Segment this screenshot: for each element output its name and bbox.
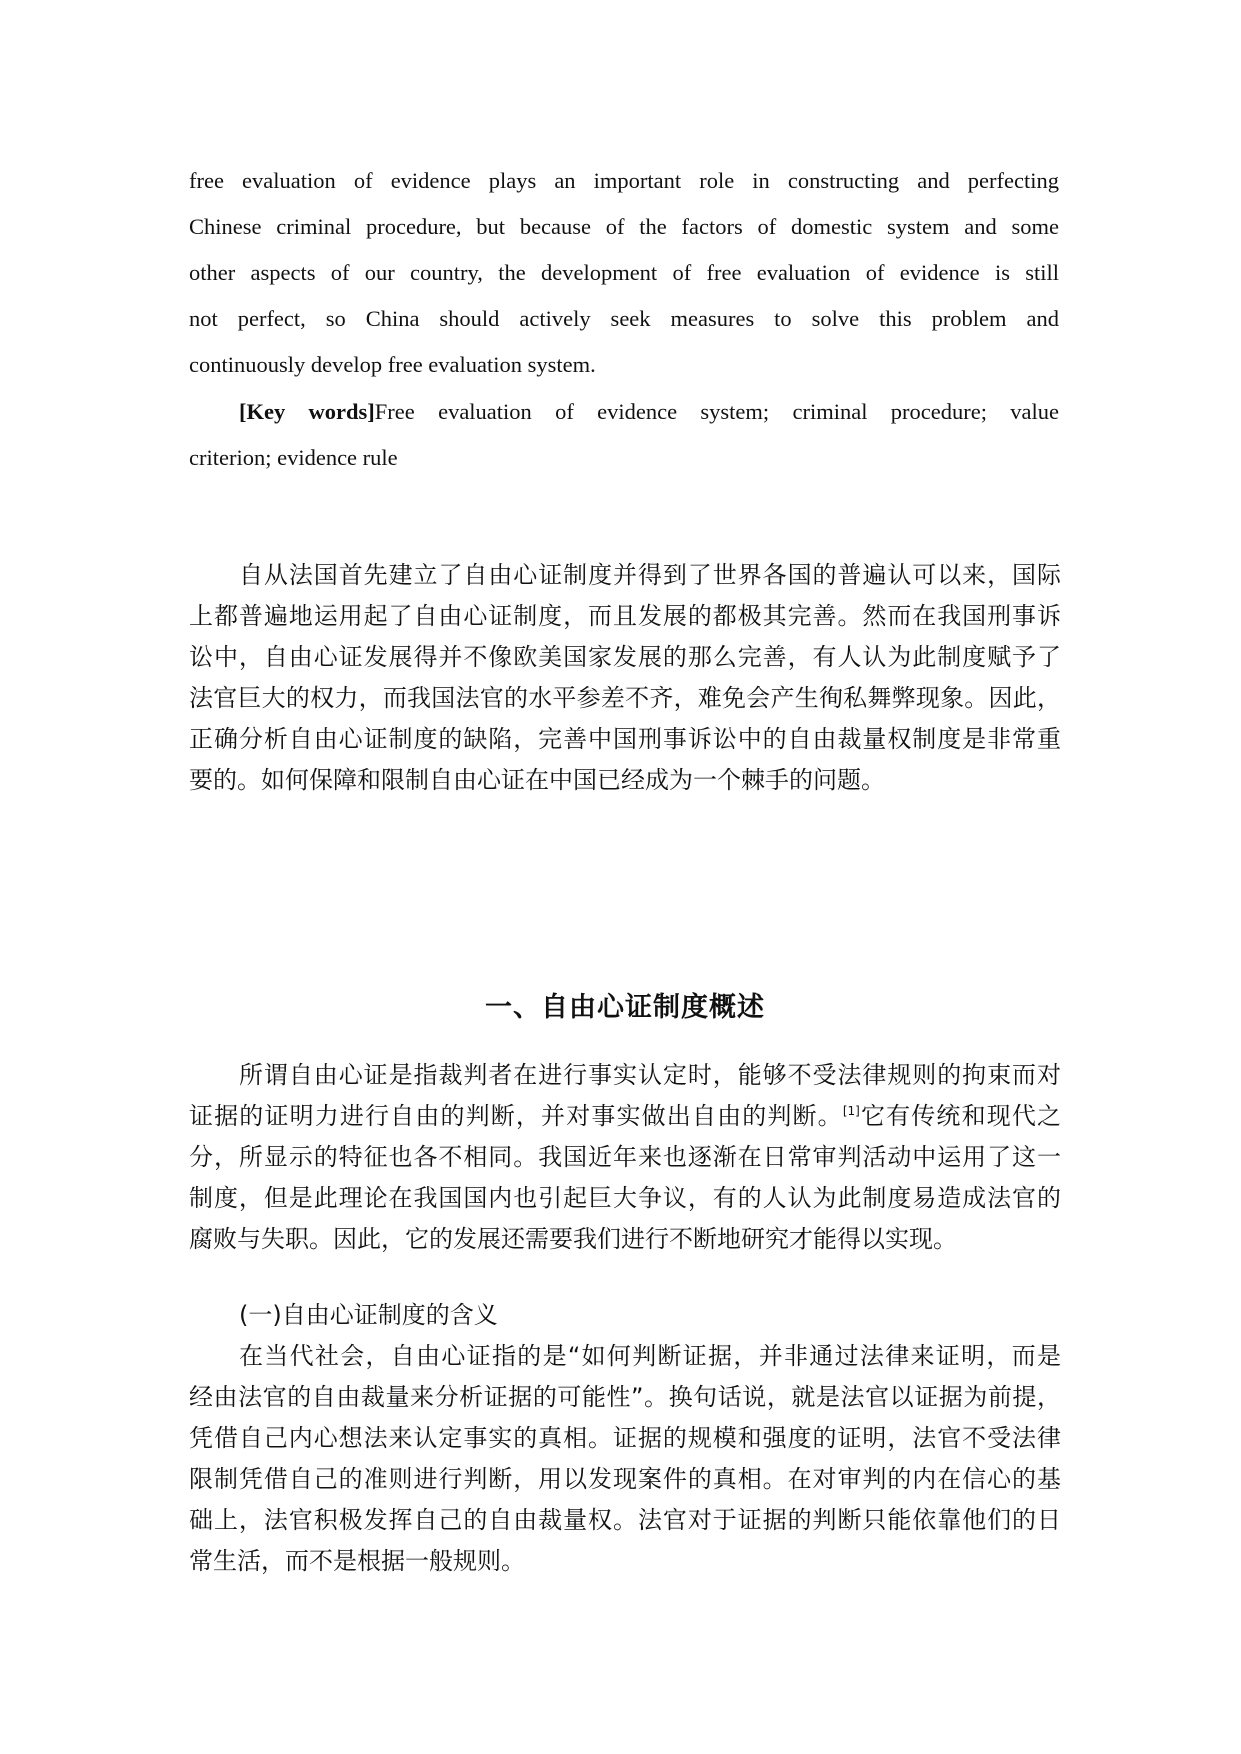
section1-paragraph-2 (189, 1336, 1061, 1582)
abstract-english (189, 158, 1059, 388)
section-heading: 一、自由心证制度概述 (485, 992, 765, 1023)
para1-line-5: 腐败与失职。因此，它的发展还需要我们进行不断地研究才能得以实现。 (189, 1225, 957, 1253)
keywords-label: [Key words] (239, 399, 375, 424)
abstract-line-1: free evaluation of evidence plays an important role in constructing and perfecting (189, 168, 1059, 193)
subsection-heading: (一)自由心证制度的含义 (239, 1301, 498, 1329)
abstract-line-2: Chinese criminal procedure, but because of the factors of domestic system and some (189, 214, 1059, 239)
intro-line-5: 正确分析自由心证制度的缺陷，完善中国刑事诉讼中的自由裁量权制度是非常重 (189, 725, 1061, 753)
para2-line-2: 经由法官的自由裁量来分析证据的可能性”。换句话说，就是法官以证据为前提， (189, 1383, 1061, 1411)
para1-line-2-rest: 它有传统和现代之 (859, 1102, 1062, 1130)
intro-paragraph (189, 555, 1061, 801)
abstract-line-3: other aspects of our country, the development of free evaluation of evidence is still (189, 260, 1059, 285)
keywords-text: Free evaluation of evidence system; criminal procedure; value (374, 399, 1059, 424)
intro-line-3: 讼中，自由心证发展得并不像欧美国家发展的那么完善，有人认为此制度赋予了 (189, 643, 1061, 671)
para2-line-4: 限制凭借自己的准则进行判断，用以发现案件的真相。在对审判的内在信心的基 (189, 1465, 1061, 1493)
intro-line-1: 自从法国首先建立了自由心证制度并得到了世界各国的普遍认可以来，国际 (239, 561, 1061, 589)
abstract-line-5: continuously develop free evaluation system. (189, 352, 596, 377)
para2-line-3: 凭借自己内心想法来认定事实的真相。证据的规模和强度的证明，法官不受法律 (189, 1424, 1061, 1452)
keywords-block (189, 389, 1059, 481)
section1-paragraph-1 (189, 1055, 1061, 1260)
abstract-line-4: not perfect, so China should actively seek measures to solve this problem and (189, 306, 1059, 331)
para2-line-1: 在当代社会，自由心证指的是“如何判断证据，并非通过法律来证明，而是 (239, 1342, 1061, 1370)
para1-line-2-text: 证据的证明力进行自由的判断，并对事实做出自由的判断。 (189, 1102, 843, 1130)
keywords-line-1 (189, 389, 1059, 435)
para1-line-4: 制度，但是此理论在我国国内也引起巨大争议，有的人认为此制度易造成法官的 (189, 1184, 1061, 1212)
intro-line-6: 要的。如何保障和限制自由心证在中国已经成为一个棘手的问题。 (189, 766, 885, 794)
para2-line-5: 础上，法官积极发挥自己的自由裁量权。法官对于证据的判断只能依靠他们的日 (189, 1506, 1061, 1534)
para1-line-3: 分，所显示的特征也各不相同。我国近年来也逐渐在日常审判活动中运用了这一 (189, 1143, 1061, 1171)
para1-line-2 (189, 1096, 1061, 1137)
intro-line-4: 法官巨大的权力，而我国法官的水平参差不齐，难免会产生徇私舞弊现象。因此， (189, 684, 1061, 712)
footnote-reference[interactable]: [1] (842, 1104, 860, 1118)
keywords-line-2: criterion; evidence rule (189, 445, 398, 470)
para1-line-1: 所谓自由心证是指裁判者在进行事实认定时，能够不受法律规则的拘束而对 (239, 1061, 1061, 1089)
intro-line-2: 上都普遍地运用起了自由心证制度，而且发展的都极其完善。然而在我国刑事诉 (189, 602, 1061, 630)
para2-line-6: 常生活，而不是根据一般规则。 (189, 1547, 525, 1575)
